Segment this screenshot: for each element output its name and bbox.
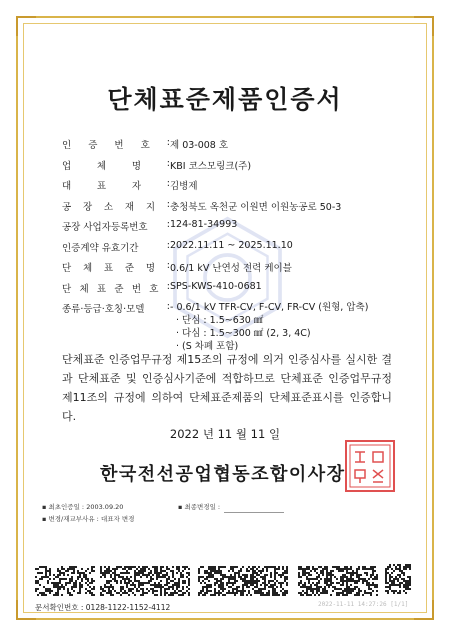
barcode-icon xyxy=(298,566,378,596)
last-change-label: ▪ 최종변경일 : xyxy=(178,503,221,511)
issue-date: 2022 년 11 월 11 일 xyxy=(169,427,281,441)
field-label: 대 표 자 : xyxy=(62,178,170,192)
border-corner xyxy=(16,16,36,36)
field-row xyxy=(62,178,402,199)
barcode-icon xyxy=(198,566,288,596)
field-label: 업 체 명 : xyxy=(62,157,170,172)
product-type-line: - 0.6/1 kV TFR-CV, F-CV, FR-CV (원형, 압축) xyxy=(170,302,369,313)
field-label: 단 체 표 준 번 호 : xyxy=(62,280,170,295)
print-stamp: 2022-11-11 14:27:26 [1/1] xyxy=(318,601,409,608)
barcode-icon xyxy=(35,566,95,596)
field-row-types xyxy=(62,301,402,353)
barcode-icon xyxy=(100,566,190,596)
field-value: 124-81-34993 xyxy=(170,219,238,230)
field-label: 단 체 표 준 명 : xyxy=(62,260,170,274)
field-value: KBI 코스모링크(주) xyxy=(170,160,252,172)
border-corner xyxy=(16,600,36,620)
field-label: 종류·등급·호칭·모델 : xyxy=(62,301,170,315)
field-row xyxy=(62,260,402,281)
field-row xyxy=(62,240,402,261)
field-row xyxy=(62,199,402,220)
product-type-line: · 다심 : 1.5~300 ㎟ (2, 3, 4C) xyxy=(176,328,311,339)
change-reason-label: ▪ 변경/재교부사유 : xyxy=(42,515,99,523)
field-label: 공장 사업자등록번호 : xyxy=(62,219,170,233)
first-cert-label: ▪ 최초인증일 : xyxy=(42,503,85,511)
field-label: 공 장 소 재 지 : xyxy=(62,198,170,213)
document-title: 단체표준제품인증서 xyxy=(107,85,343,114)
change-reason: 대표자 변경 xyxy=(100,515,135,523)
doc-no-label: 문서확인번호 : xyxy=(35,603,84,612)
field-row xyxy=(62,219,402,240)
field-row xyxy=(62,158,402,179)
qr-code-icon xyxy=(385,564,411,594)
field-value: 2022.11.11 ~ 2025.11.10 xyxy=(170,239,293,251)
doc-no: 0128-1122-1152-4112 xyxy=(85,603,171,612)
product-types xyxy=(170,301,402,353)
certification-statement: 단체표준 인증업무규정 제15조의 규정에 의거 인증심사를 실시한 결과 단체표준 및 인증심사기준에 적합하므로 단체표준 인증업무규정 제11조의 규정에 의하여 단체표준제품의 단체표준표시를 인증합니다. xyxy=(62,353,392,423)
field-value: SPS-KWS-410-0681 xyxy=(170,280,262,292)
product-type-line: · (S 차폐 포함) xyxy=(176,341,239,352)
field-value: 충청북도 옥천군 이원면 이원농공로 50-3 xyxy=(170,201,342,213)
border-corner xyxy=(414,600,434,620)
field-row xyxy=(62,281,402,302)
last-change xyxy=(178,501,284,513)
field-value: 김병제 xyxy=(170,181,198,192)
first-cert-date: 2003.09.20 xyxy=(86,503,124,511)
certificate-fields xyxy=(62,137,402,353)
product-type-line: · 단심 : 1.5~630 ㎟ xyxy=(176,315,264,326)
field-value: 0.6/1 kV 난연성 전력 케이블 xyxy=(170,263,292,274)
document-verification xyxy=(35,602,170,613)
official-seal-stamp xyxy=(345,440,395,492)
field-label: 인증계약 유효기간 : xyxy=(62,239,170,254)
border-corner xyxy=(414,16,434,36)
field-row xyxy=(62,137,402,158)
field-label: 인 증 번 호 : xyxy=(62,137,170,151)
field-value: 제 03-008 호 xyxy=(170,140,229,151)
certificate-history xyxy=(42,501,134,525)
issuer-name: 한국전선공업협동조합이사장 xyxy=(100,464,346,485)
